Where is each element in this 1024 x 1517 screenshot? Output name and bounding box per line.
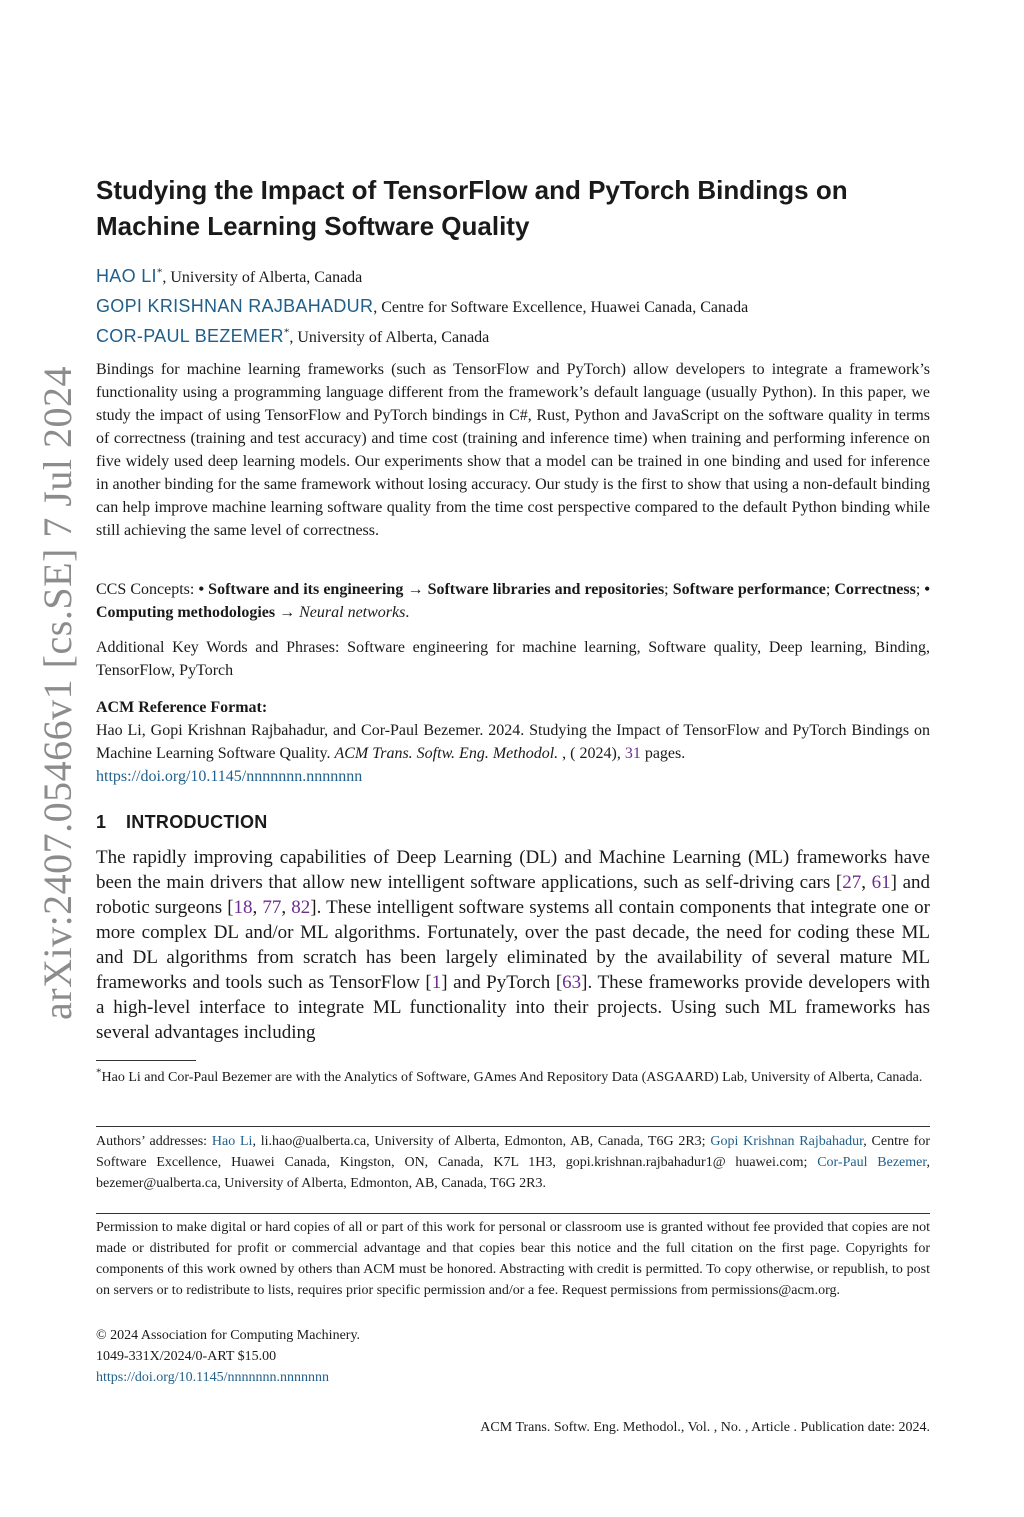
citation-link[interactable]: 77 bbox=[262, 897, 282, 918]
copyright-block bbox=[96, 1325, 930, 1388]
citation-link[interactable]: 1 bbox=[431, 972, 442, 993]
acm-reference bbox=[96, 696, 930, 788]
section-number: 1 bbox=[96, 812, 107, 832]
addresses-text: Authors’ addresses: bbox=[96, 1134, 212, 1149]
ccs-sep: ; bbox=[664, 581, 673, 598]
keywords bbox=[96, 636, 930, 682]
permission-divider bbox=[96, 1213, 930, 1214]
introduction-paragraph bbox=[96, 845, 930, 1045]
body-text: ]. These intelligent software systems all contain components that integrate one or more complex DL and/or ML algorithms. Fortunately, over the past decade, the need for coding these ML and DL algorithms from scratch has been largely eliminated by the availability of several mature ML frameworks and tools such as TensorFlow [ bbox=[96, 897, 931, 993]
arxiv-stamp: arXiv:2407.05466v1 [cs.SE] 7 Jul 2024 bbox=[35, 365, 80, 1020]
issn-line: 1049-331X/2024/0-ART $15.00 bbox=[96, 1349, 277, 1364]
footnote-text: Hao Li and Cor-Paul Bezemer are with the Analytics of Software, GAmes And Repository Data (ASGAARD) Lab, University of Alberta, Canada. bbox=[101, 1070, 923, 1085]
keywords-label: Additional Key Words and Phrases: bbox=[96, 639, 348, 656]
footnote-divider bbox=[96, 1060, 196, 1061]
ccs-item: Neural networks bbox=[299, 604, 406, 621]
citation-link[interactable]: 63 bbox=[562, 972, 582, 993]
acm-reference-text: pages. bbox=[640, 745, 686, 762]
body-text: ] and robotic surgeons [ bbox=[96, 872, 930, 918]
author-affiliation: , University of Alberta, Canada bbox=[162, 269, 363, 286]
citation-link[interactable]: 18 bbox=[233, 897, 253, 918]
ccs-bullet-2: • Computing methodologies bbox=[96, 581, 931, 621]
author-affiliation: , Centre for Software Excellence, Huawei Canada, Canada bbox=[373, 299, 749, 316]
author-affiliation: , University of Alberta, Canada bbox=[289, 329, 490, 346]
acm-reference-body bbox=[96, 719, 930, 765]
author-name-link[interactable]: COR-PAUL BEZEMER bbox=[96, 326, 284, 346]
body-text: , bbox=[281, 897, 292, 918]
keywords-text: Software engineering for machine learning, Software quality, Deep learning, Binding, TensorFlow, PyTorch bbox=[96, 639, 931, 679]
author-link[interactable]: Cor-Paul Bezemer bbox=[817, 1155, 927, 1170]
ccs-bullet-1: • Software and its engineering bbox=[198, 581, 404, 598]
acm-reference-heading: ACM Reference Format: bbox=[96, 699, 268, 716]
ccs-item: Software libraries and repositories bbox=[427, 581, 665, 598]
author-list bbox=[96, 262, 956, 352]
ccs-arrow: → bbox=[403, 581, 428, 598]
body-text: , bbox=[861, 872, 872, 893]
ccs-end: . bbox=[405, 604, 410, 621]
footnote bbox=[96, 1067, 930, 1088]
ccs-label: CCS Concepts: bbox=[96, 581, 199, 598]
body-text: The rapidly improving capabilities of Deep Learning (DL) and Machine Learning (ML) frameworks have been the main drivers that allow new intelligent software applications, such as self-driving cars [ bbox=[96, 847, 930, 893]
acm-reference-journal: ACM Trans. Softw. Eng. Methodol. bbox=[334, 745, 559, 762]
author-link[interactable]: Hao Li bbox=[211, 1134, 253, 1149]
body-text: , bbox=[252, 897, 263, 918]
author-link[interactable]: Gopi Krishnan Rajbahadur bbox=[710, 1134, 864, 1149]
author-mark: * bbox=[283, 326, 290, 339]
acm-reference-text: Hao Li, Gopi Krishnan Rajbahadur, and Cor-Paul Bezemer. 2024. Studying the Impact of TensorFlow and PyTorch Bindings on Machine Learning Software Quality. bbox=[96, 722, 930, 762]
author-name-link[interactable]: HAO LI bbox=[96, 266, 157, 286]
addresses-text: , li.hao@ualberta.ca, University of Alberta, Edmonton, AB, Canada, T6G 2R3; bbox=[252, 1134, 711, 1149]
section-title: INTRODUCTION bbox=[126, 812, 268, 832]
ccs-sep: ; bbox=[915, 581, 925, 598]
author-2 bbox=[96, 292, 956, 322]
ccs-arrow: → bbox=[275, 604, 300, 621]
citation-link[interactable]: 27 bbox=[842, 872, 862, 893]
doi-link[interactable]: https://doi.org/10.1145/nnnnnnn.nnnnnnn bbox=[96, 1370, 329, 1385]
title-line-1: Studying the Impact of TensorFlow and PyTorch Bindings on bbox=[96, 175, 848, 205]
ccs-concepts bbox=[96, 578, 930, 624]
footnote-mark: * bbox=[96, 1066, 102, 1079]
acm-reference-text: , ( 2024), bbox=[558, 745, 625, 762]
addresses-divider bbox=[96, 1126, 930, 1127]
copyright-line: © 2024 Association for Computing Machinery. bbox=[96, 1328, 361, 1343]
body-text: ]. These frameworks provide developers with a high-level interface to integrate ML functionality into their projects. Using such ML frameworks has several advantages including bbox=[96, 972, 930, 1043]
paper-title bbox=[96, 172, 956, 244]
citation-link[interactable]: 82 bbox=[291, 897, 311, 918]
section-heading bbox=[96, 812, 268, 833]
page-footer: ACM Trans. Softw. Eng. Methodol., Vol. , No. , Article . Publication date: 2024. bbox=[480, 1420, 930, 1435]
doi-link[interactable]: https://doi.org/10.1145/nnnnnnn.nnnnnnn bbox=[96, 768, 363, 785]
author-mark: * bbox=[156, 266, 163, 279]
author-3 bbox=[96, 322, 956, 352]
addresses-text: , Centre for Software Excellence, Huawei Canada, Kingston, ON, Canada, K7L 1H3, gopi.krishnan.rajbahadur1@ huawei.com; bbox=[96, 1134, 930, 1170]
author-1 bbox=[96, 262, 956, 292]
ccs-sep: ; bbox=[825, 581, 835, 598]
abstract: Bindings for machine learning frameworks (such as TensorFlow and PyTorch) allow developers to integrate a framework’s functionality using a programming language different from the framework’s default language (usually Python). In this paper, we study the impact of using TensorFlow and PyTorch bindings in C#, Rust, Python and JavaScript on the software quality in terms of correctness (training and test accuracy) and time cost (training and inference time) when training and performing inference on five widely used deep learning models. Our experiments show that a model can be trained in one binding and used for inference in another binding for the same framework without losing accuracy. Our study is the first to show that using a non-default binding can help improve machine learning software quality from the time cost perspective compared to the default Python binding while still achieving the same level of correctness. bbox=[96, 361, 930, 539]
author-name-link[interactable]: GOPI KRISHNAN RAJBAHADUR bbox=[96, 296, 374, 316]
addresses-text: , bezemer@ualberta.ca, University of Alberta, Edmonton, AB, Canada, T6G 2R3. bbox=[96, 1155, 930, 1191]
body-text: ] and PyTorch [ bbox=[441, 972, 563, 993]
citation-link[interactable]: 61 bbox=[871, 872, 891, 893]
title-line-2: Machine Learning Software Quality bbox=[96, 211, 530, 241]
page-count-link[interactable]: 31 bbox=[624, 745, 641, 762]
permission-notice: Permission to make digital or hard copies of all or part of this work for personal or classroom use is granted without fee provided that copies are not made or distributed for profit or commercial advantage and that copies bear this notice and the full citation on the first page. Copyrights for components of this work owned by others than ACM must be honored. Abstracting with credit is permitted. To copy otherwise, or republish, to post on servers or to redistribute to lists, requires prior specific permission and/or a fee. Request permissions from permissions@acm.org. bbox=[96, 1220, 930, 1298]
ccs-item: Software performance bbox=[672, 581, 826, 598]
author-addresses bbox=[96, 1131, 930, 1194]
ccs-item: Correctness bbox=[834, 581, 916, 598]
